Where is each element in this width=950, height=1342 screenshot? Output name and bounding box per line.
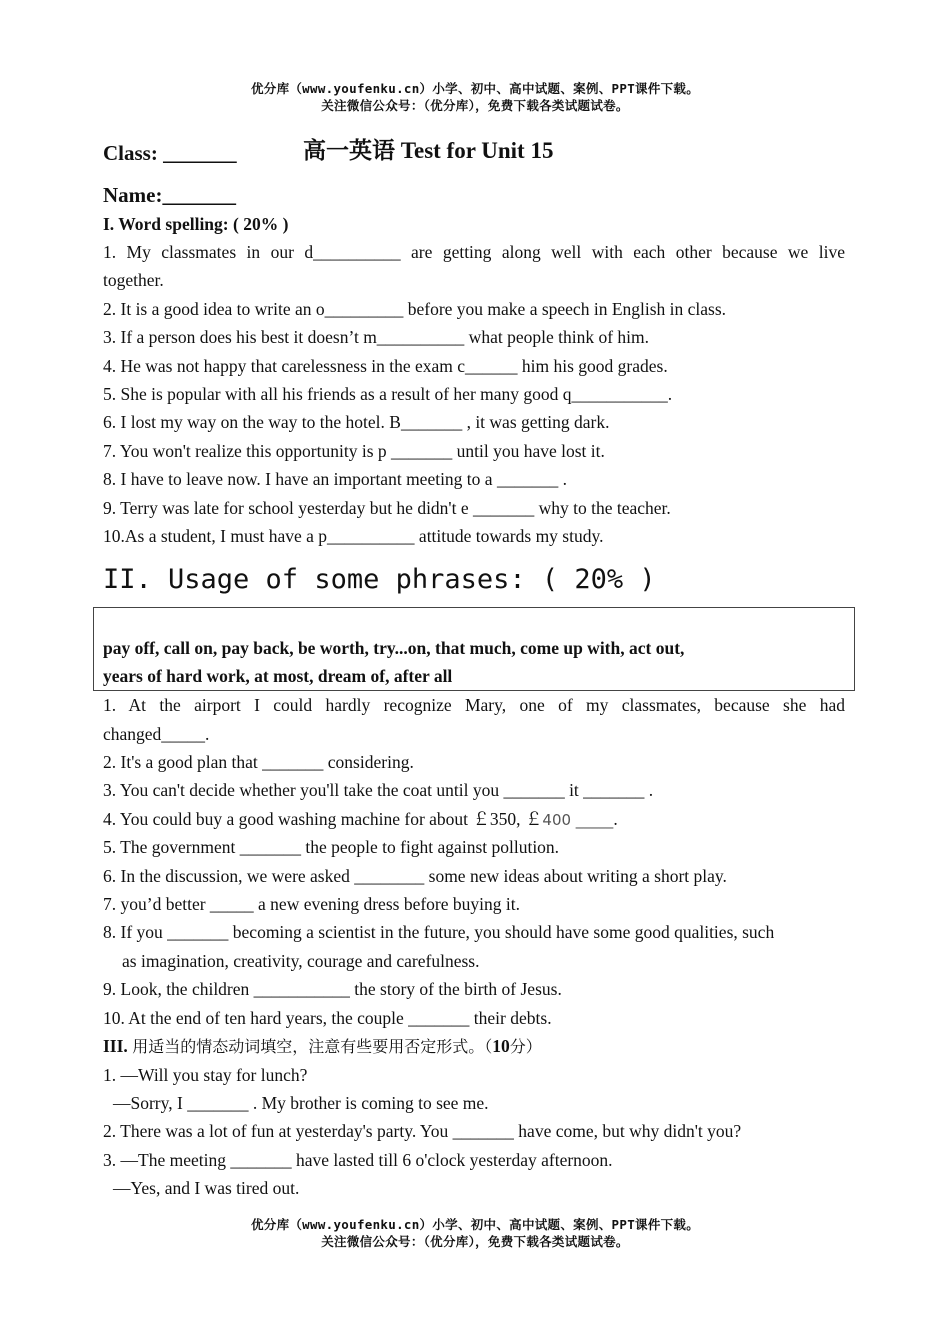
question-text: 6. I lost my way on the way to the hotel. B_______ , it was getting dark.: [103, 412, 610, 432]
question-text: 7. You won't realize this opportunity is p _______ until you have lost it.: [103, 441, 605, 461]
page-footer: [0, 1216, 950, 1250]
question-text: 1. —Will you stay for lunch?: [103, 1065, 308, 1085]
question-text: 7. you’d better _____ a new evening dress before buying it.: [103, 894, 520, 914]
page-title: [303, 140, 553, 162]
question-text: 1. My classmates in our d__________ are getting along well with each other because we live: [103, 242, 845, 262]
question-text: 4. He was not happy that carelessness in the exam c______ him his good grades.: [103, 356, 668, 376]
header-line-1: 优分库（www.youfenku.cn）小学、初中、高中试题、案例、PPT课件下载。: [250, 81, 700, 96]
question-text: 2. It is a good idea to write an o_________ before you make a speech in English in class.: [103, 299, 727, 319]
section-3-heading-cn: 用适当的情态动词填空，注意有些要用否定形式。（: [132, 1037, 493, 1056]
question-text: as imagination, creativity, courage and carefulness.: [122, 951, 480, 971]
section-1-heading: I. Word spelling: ( 20% ): [103, 214, 289, 234]
section-2-heading: II. Usage of some phrases: ( 20% ): [103, 564, 656, 595]
question-text: —Sorry, I _______ . My brother is coming to see me.: [113, 1093, 489, 1113]
question-text: 3. —The meeting _______ have lasted till 6 o'clock yesterday afternoon.: [103, 1150, 613, 1170]
section-3-heading-prefix: III.: [103, 1036, 133, 1056]
question-text: changed_____.: [103, 724, 210, 744]
question-text: 8. I have to leave now. I have an important meeting to a _______ .: [103, 469, 567, 489]
question-text: 2. There was a lot of fun at yesterday's party. You _______ have come, but why didn't you?: [103, 1121, 742, 1141]
phrase-list-line-1: pay off, call on, pay back, be worth, try...on, that much, come up with, act out,: [103, 638, 685, 658]
question-4-filled-value: 400 _____: [542, 811, 614, 829]
question-text: 1. At the airport I could hardly recognize Mary, one of my classmates, because she had: [103, 695, 845, 715]
phrase-list-line-2: years of hard work, at most, dream of, after all: [103, 666, 453, 686]
name-label: Name:_______: [103, 183, 236, 207]
footer-line-2: 关注微信公众号：（优分库），免费下载各类试题试卷。: [321, 1234, 629, 1249]
question-text: 3. If a person does his best it doesn’t m__________ what people think of him.: [103, 327, 649, 347]
question-text: 3. You can't decide whether you'll take the coat until you _______ it _______ .: [103, 780, 654, 800]
question-4-end: .: [613, 809, 618, 829]
header-line-2: 关注微信公众号：（优分库），免费下载各类试题试卷。: [321, 98, 629, 113]
section-3-heading-points: 10: [492, 1036, 510, 1056]
page-title-cn: 高一英语: [303, 138, 395, 164]
question-text: [103, 808, 618, 831]
question-text: 10.As a student, I must have a p__________ attitude towards my study.: [103, 526, 604, 546]
footer-line-1: 优分库（www.youfenku.cn）小学、初中、高中试题、案例、PPT课件下载。: [250, 1217, 700, 1232]
section-3-heading: [103, 1035, 542, 1058]
question-text: 6. In the discussion, we were asked ________ some new ideas about writing a short play.: [103, 866, 727, 886]
page-title-en: Test for Unit 15: [395, 138, 554, 163]
question-text: 9. Look, the children ___________ the story of the birth of Jesus.: [103, 979, 562, 999]
question-text: 8. If you _______ becoming a scientist in the future, you should have some good qualities, such: [103, 922, 775, 942]
question-text: 5. She is popular with all his friends as a result of her many good q___________.: [103, 384, 673, 404]
question-4-text: 4. You could buy a good washing machine for about ￡350, ￡: [103, 809, 543, 829]
class-label: Class: _______: [103, 141, 237, 165]
question-text: 5. The government _______ the people to fight against pollution.: [103, 837, 560, 857]
page-header: [0, 80, 950, 114]
question-text: together.: [103, 270, 164, 290]
section-3-heading-suffix: 分）: [509, 1037, 542, 1056]
question-text: —Yes, and I was tired out.: [113, 1178, 300, 1198]
question-text: 2. It's a good plan that _______ considering.: [103, 752, 414, 772]
question-text: 10. At the end of ten hard years, the couple _______ their debts.: [103, 1008, 552, 1028]
question-text: 9. Terry was late for school yesterday but he didn't e _______ why to the teacher.: [103, 498, 671, 518]
